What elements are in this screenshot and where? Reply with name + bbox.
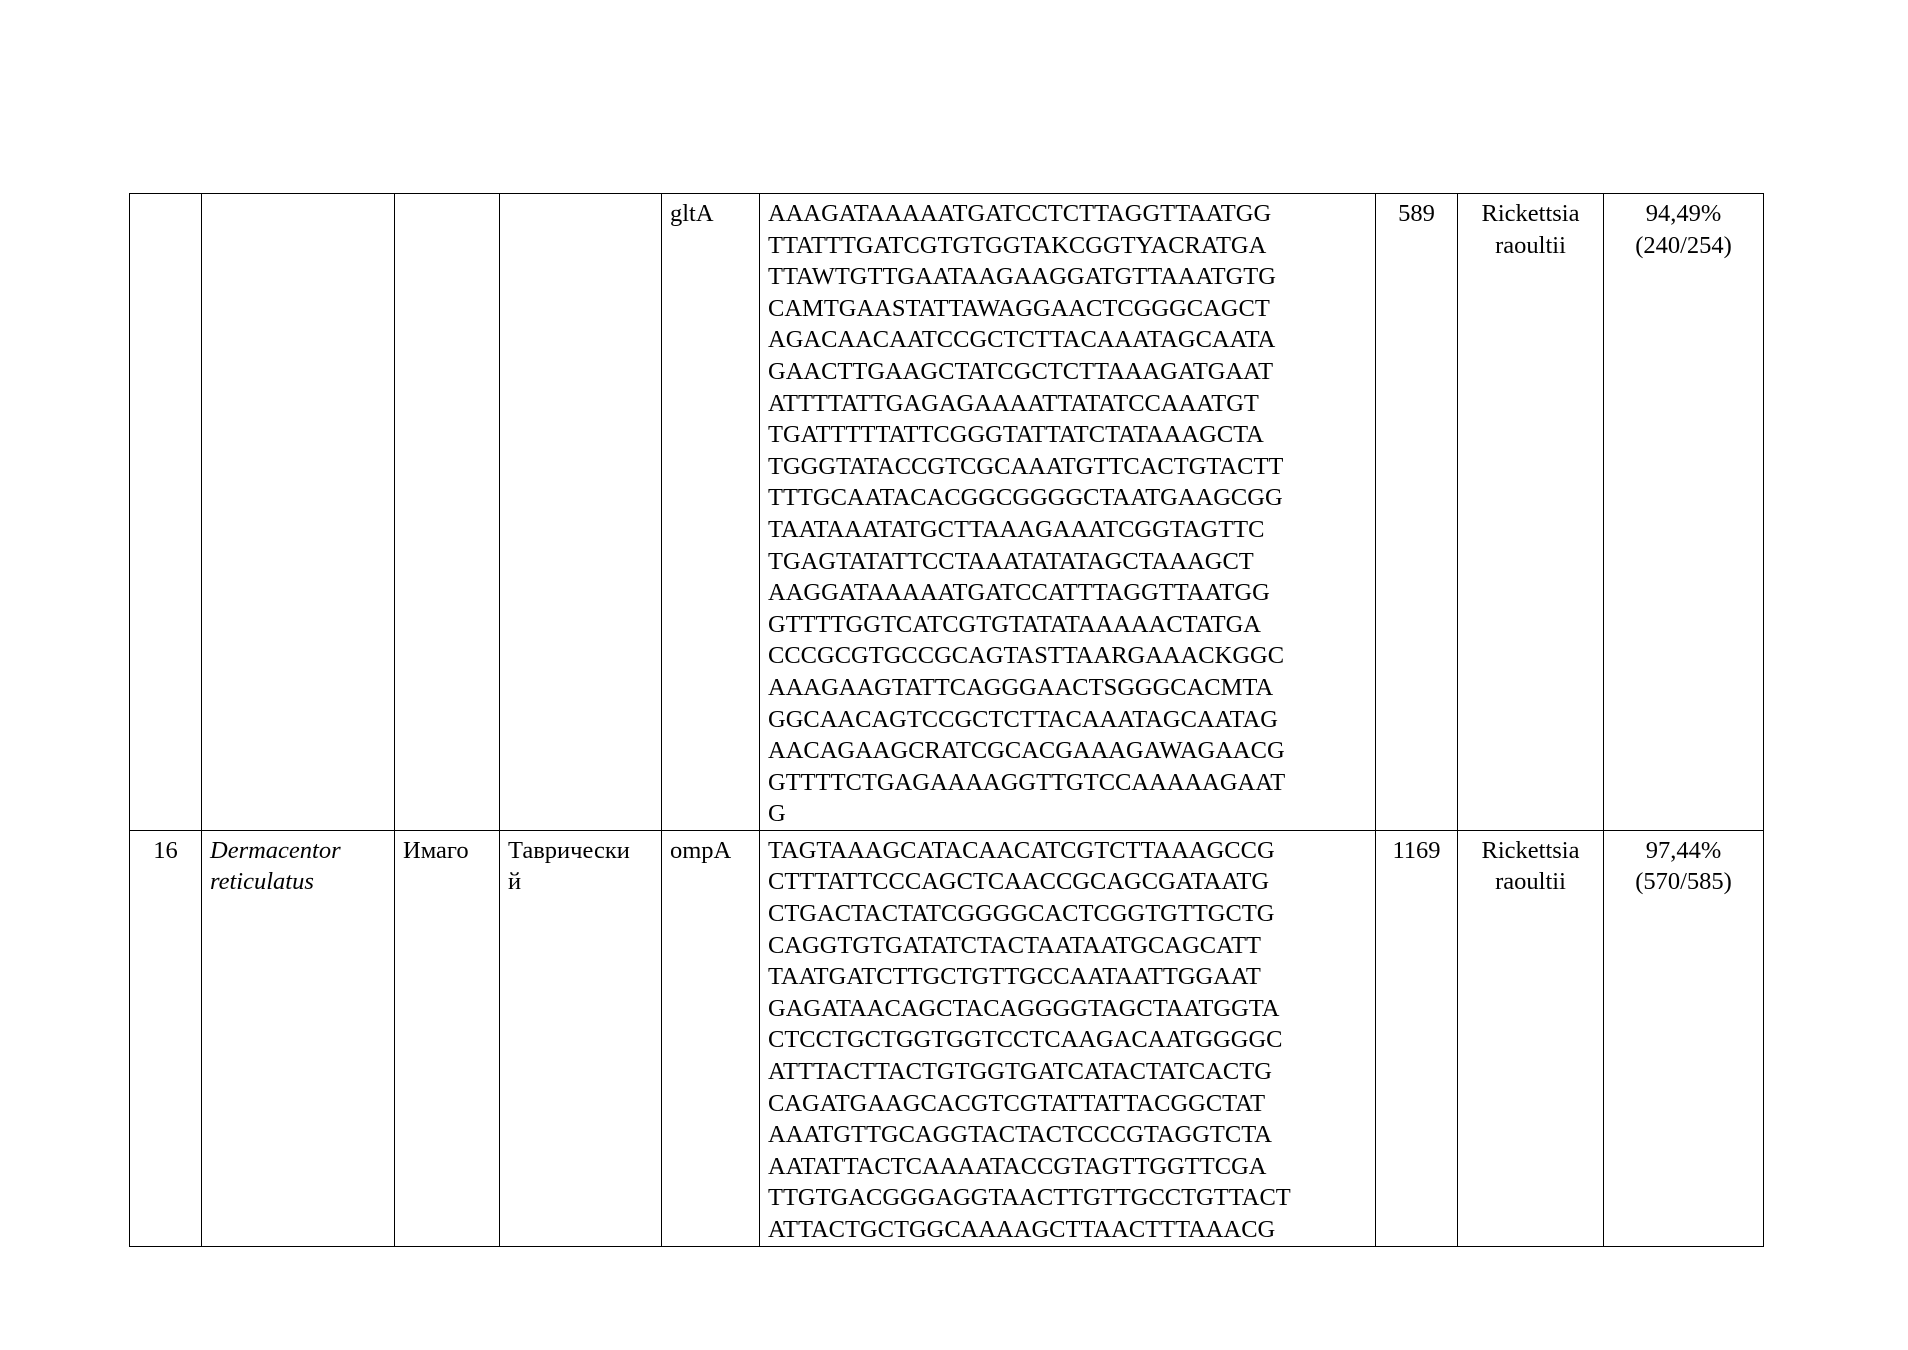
length-value: 589 bbox=[1398, 200, 1435, 227]
cell-text-line: reticulatus bbox=[210, 868, 314, 896]
sequence-line: CAGGTGTGATATCTACTAATAATGCAGCATT bbox=[768, 931, 1262, 959]
table-row bbox=[130, 830, 1764, 1246]
sequence-line: CCCGCGTGCCGCAGTASTTAARGAAACKGGC bbox=[768, 642, 1285, 670]
sequence-line: TTGTGACGGGAGGTAACTTGTTGCCTGTTACT bbox=[768, 1184, 1291, 1212]
stage-cell bbox=[395, 194, 500, 831]
length-cell bbox=[1376, 194, 1458, 831]
sequence-line: CAMTGAASTATTAWAGGAACTCGGGCAGCT bbox=[768, 294, 1270, 322]
length-cell bbox=[1376, 830, 1458, 1246]
cell-text-line: Таврически bbox=[508, 836, 630, 864]
gene-cell bbox=[662, 830, 760, 1246]
sequence-line: TAATGATCTTGCTGTTGCCAATAATTGGAAT bbox=[768, 963, 1261, 991]
sequence-line: TGGGTATACCGTCGCAAATGTTCACTGTACTT bbox=[768, 452, 1284, 480]
cell-text-line: Rickettsia bbox=[1481, 836, 1580, 864]
identity-cell bbox=[1604, 194, 1764, 831]
cell-text-line: Dermacentor bbox=[210, 836, 341, 864]
gene-name: gltA bbox=[670, 200, 714, 227]
sequence-line: GTTTTCTGAGAAAAGGTTGTCCAAAAAGAAT bbox=[768, 768, 1286, 796]
gene-name: ompA bbox=[670, 836, 732, 864]
sequence-line: G bbox=[768, 800, 786, 828]
cell-text-line: raoultii bbox=[1495, 868, 1566, 896]
stage-text: Имаго bbox=[403, 836, 469, 864]
region-cell bbox=[500, 194, 662, 831]
region-cell bbox=[500, 830, 662, 1246]
cell-text-line: 94,49% bbox=[1645, 200, 1722, 227]
sequence-line: CTCCTGCTGGTGGTCCTCAAGACAATGGGGC bbox=[768, 1026, 1283, 1054]
sequence-line: AAAGATAAAAATGATCCTCTTAGGTTAATGG bbox=[768, 200, 1272, 227]
length-value: 1169 bbox=[1392, 836, 1441, 864]
sequence-line: AATATTACTCAAAATACCGTAGTTGGTTCGA bbox=[768, 1152, 1267, 1180]
sequence-line: GAGATAACAGCTACAGGGGTAGCTAATGGTA bbox=[768, 994, 1280, 1022]
sequence-line: AAATGTTGCAGGTACTACTCCCGTAGGTCTA bbox=[768, 1121, 1272, 1149]
sequence-line: TTATTTGATCGTGTGGTAKCGGTYACRATGA bbox=[768, 231, 1267, 259]
table-body bbox=[130, 194, 1764, 1247]
sequence-line: GGCAACAGTCCGCTCTTACAAATAGCAATAG bbox=[768, 705, 1278, 733]
sequence-line: ATTACTGCTGGCAAAAGCTTAACTTTAAACG bbox=[768, 1216, 1276, 1243]
sequence-line: CTGACTACTATCGGGGCACTCGGTGTTGCTG bbox=[768, 900, 1275, 928]
table-row bbox=[130, 194, 1764, 831]
sequence-line: TTTGCAATACACGGCGGGGCTAATGAAGCGG bbox=[768, 484, 1283, 512]
species-cell bbox=[202, 194, 395, 831]
sequence-line: AACAGAAGCRATCGCACGAAAGAWAGAACG bbox=[768, 737, 1285, 765]
sequence-line: TGAGTATATTCCTAAATATATAGCTAAAGCT bbox=[768, 547, 1254, 575]
sequence-line: ATTTTATTGAGAGAAAATTATATCCAAATGT bbox=[768, 389, 1259, 417]
organism-cell bbox=[1458, 830, 1604, 1246]
cell-text-line: (240/254) bbox=[1635, 231, 1732, 259]
sequence-line: GAACTTGAAGCTATCGCTCTTAAAGATGAAT bbox=[768, 357, 1274, 385]
sequence-line: TAATAAATATGCTTAAAGAAATCGGTAGTTC bbox=[768, 515, 1265, 543]
row-number-cell bbox=[130, 194, 202, 831]
cell-text-line: Rickettsia bbox=[1481, 200, 1580, 227]
sequence-table bbox=[129, 193, 1764, 1247]
cell-text-line: 97,44% bbox=[1645, 836, 1722, 864]
sequence-line: CTTTATTCCCAGCTCAACCGCAGCGATAATG bbox=[768, 868, 1270, 896]
sequence-line: ATTTACTTACTGTGGTGATCATACTATCACTG bbox=[768, 1058, 1272, 1086]
organism-cell bbox=[1458, 194, 1604, 831]
row-number-cell bbox=[130, 830, 202, 1246]
sequence-line: AAGGATAAAAATGATCCATTTAGGTTAATGG bbox=[768, 579, 1270, 607]
sequence-line: TGATTTTTATTCGGGTATTATCTATAAAGCTA bbox=[768, 421, 1264, 449]
sequence-line: CAGATGAAGCACGTCGTATTATTACGGCTAT bbox=[768, 1089, 1266, 1117]
sequence-line: TAGTAAAGCATACAACATCGTCTTAAAGCCG bbox=[768, 836, 1275, 864]
sequence-cell bbox=[760, 194, 1376, 831]
sequence-line: TTAWTGTTGAATAAGAAGGATGTTAAATGTG bbox=[768, 263, 1276, 291]
sequence-line: AAAGAAGTATTCAGGGAACTSGGGCACMTA bbox=[768, 673, 1274, 701]
cell-text-line: й bbox=[508, 868, 522, 896]
row-number: 16 bbox=[153, 836, 178, 864]
gene-cell bbox=[662, 194, 760, 831]
stage-cell bbox=[395, 830, 500, 1246]
cell-text-line: (570/585) bbox=[1635, 868, 1732, 896]
sequence-line: AGACAACAATCCGCTCTTACAAATAGCAATA bbox=[768, 326, 1276, 354]
identity-cell bbox=[1604, 830, 1764, 1246]
sequence-cell bbox=[760, 830, 1376, 1246]
species-cell bbox=[202, 830, 395, 1246]
cell-text-line: raoultii bbox=[1495, 231, 1566, 259]
sequence-line: GTTTTGGTCATCGTGTATATAAAAACTATGA bbox=[768, 610, 1261, 638]
